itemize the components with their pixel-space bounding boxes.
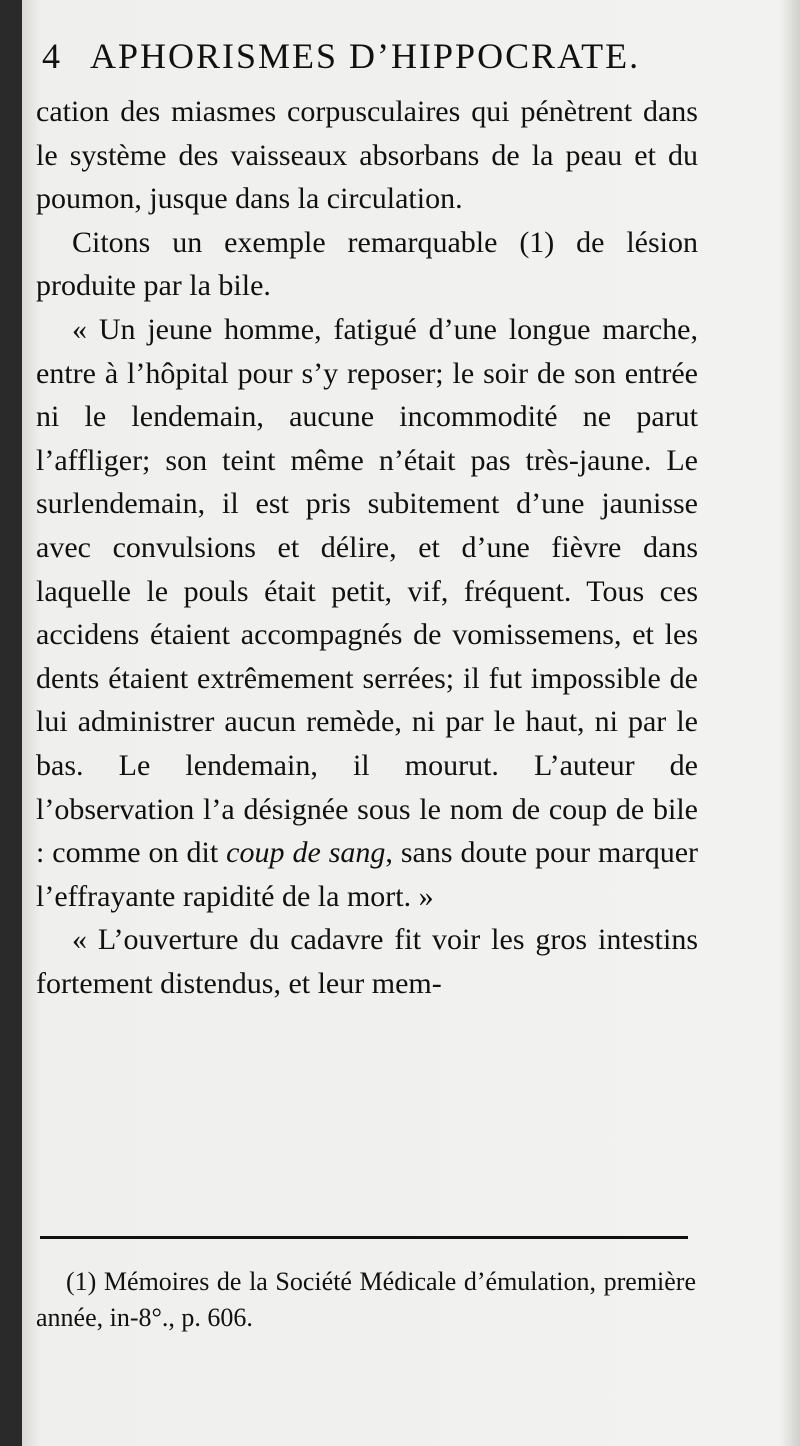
running-title: APHORISMES D’HIPPOCRATE. xyxy=(90,36,641,76)
italic-phrase: coup de sang xyxy=(226,836,386,870)
paragraph-continued: cation des miasmes corpusculaires qui pénètrent dans le système des vaisseaux absorbans de la peau et du poumon, jusque dans la circulation. xyxy=(36,95,698,216)
page-number: 4 xyxy=(42,36,62,76)
body-text xyxy=(36,90,698,1005)
case-report-text: « Un jeune homme, fatigué d’une longue marche, entre à l’hôpital pour s’y reposer; le soir de son entrée ni le lendemain, aucune incommodité ne parut l’affliger; son teint même n’était pas très-jaune. Le surlendemain, il est pris subitement d’une jaunisse avec convulsions et délire, et d’une fièvre dans laquelle le pouls était petit, vif, fréquent. Tous ces accidens étaient accompagnés de vomissemens, et les dents étaient extrêmement serrées; il fut impossible de lui administrer aucun remède, ni par le haut, ni par le bas. Le lendemain, il mourut. L’auteur de l’observation l’a désignée sous le nom de coup de bile : comme on dit xyxy=(36,312,698,870)
footnote xyxy=(36,1264,696,1336)
running-header xyxy=(42,26,742,86)
paragraph-example: Citons un exemple remarquable (1) de lésion produite par la bile. xyxy=(36,225,698,303)
paragraph-autopsy: « L’ouverture du cadavre fit voir les gros intestins fortement distendus, et leur mem- xyxy=(36,923,698,1000)
footnote-rule xyxy=(40,1236,688,1239)
case-report-text-end: , sans doute pour marquer l’effrayante rapidité de la mort. » xyxy=(36,836,699,913)
paragraph-case-report xyxy=(36,308,698,918)
footnote-text: (1) Mémoires de la Société Médicale d’émulation, première année, in-8°., p. 606. xyxy=(36,1267,696,1332)
